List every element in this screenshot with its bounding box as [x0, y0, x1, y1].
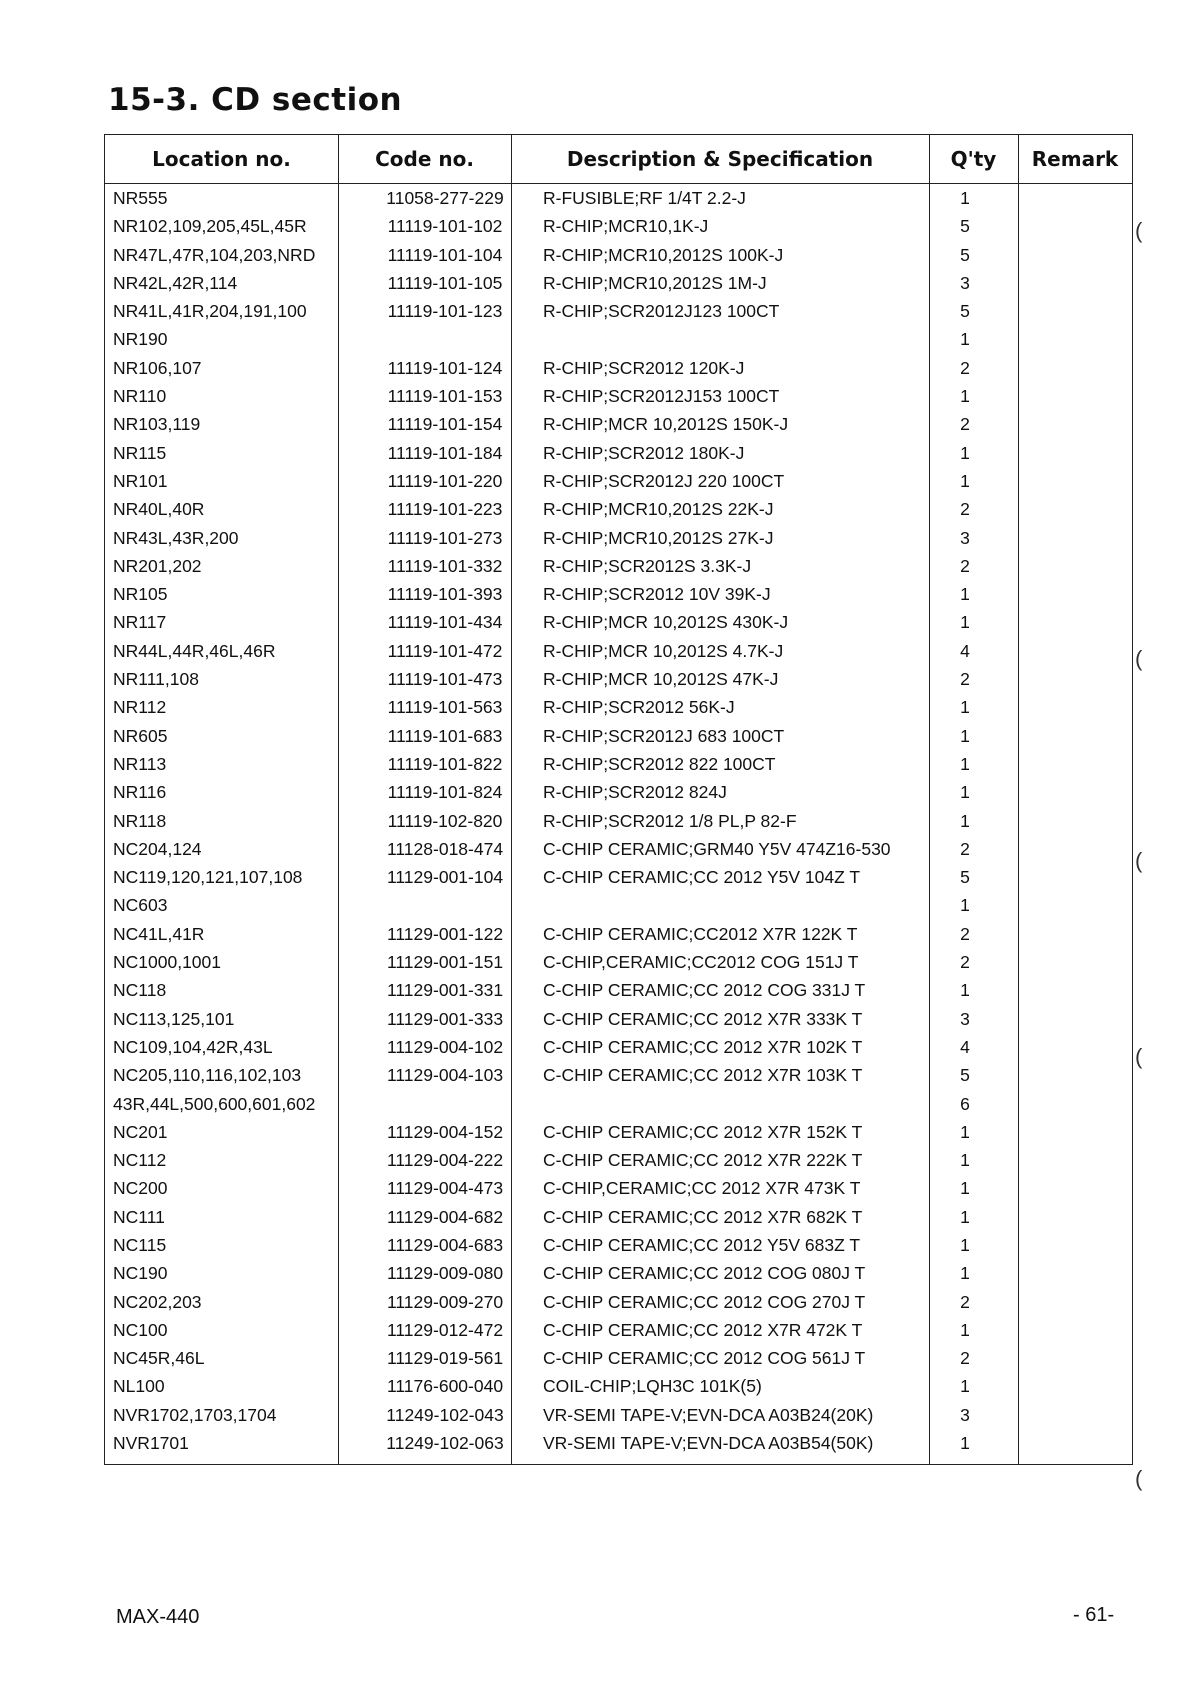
code-cell: 11128-018-474 — [386, 838, 504, 859]
table-row — [105, 410, 1132, 438]
description-cell: R-CHIP;SCR2012 822 100CT — [543, 753, 776, 774]
table-row — [105, 1005, 1132, 1033]
description-cell: C-CHIP CERAMIC;CC2012 X7R 122K T — [543, 923, 858, 944]
table-row — [105, 1174, 1132, 1202]
description-cell: C-CHIP CERAMIC;CC 2012 X7R 222K T — [543, 1150, 863, 1171]
code-cell: 11119-101-273 — [387, 527, 503, 548]
description-cell: R-CHIP;MCR 10,2012S 430K-J — [543, 612, 789, 633]
description-cell: C-CHIP CERAMIC;CC 2012 Y5V 683Z T — [543, 1234, 861, 1255]
description-cell: C-CHIP CERAMIC;CC 2012 COG 270J T — [543, 1291, 866, 1312]
qty-cell: 1 — [960, 753, 970, 774]
table-row — [105, 976, 1132, 1004]
location-cell: NC113,125,101 — [113, 1008, 235, 1029]
code-cell: 11129-004-473 — [386, 1178, 504, 1199]
table-row — [105, 835, 1132, 863]
qty-cell: 1 — [960, 1376, 970, 1397]
qty-cell: 4 — [960, 1036, 970, 1057]
description-cell: C-CHIP,CERAMIC;CC 2012 X7R 473K T — [543, 1178, 861, 1199]
table-row — [105, 1061, 1132, 1089]
description-cell: C-CHIP CERAMIC;CC 2012 COG 561J T — [543, 1348, 866, 1369]
qty-cell: 1 — [960, 442, 970, 463]
table-header — [105, 135, 1132, 184]
qty-cell: 1 — [960, 1263, 970, 1284]
code-cell: 11119-101-154 — [387, 414, 503, 435]
qty-cell: 4 — [960, 640, 970, 661]
code-cell: 11119-101-184 — [387, 442, 503, 463]
binding-mark: ( — [1135, 1466, 1143, 1491]
table-row — [105, 637, 1132, 665]
code-cell: 11129-001-333 — [386, 1008, 504, 1029]
table-row — [105, 750, 1132, 778]
code-cell: 11119-101-563 — [387, 697, 503, 718]
location-cell: NR47L,47R,104,203,NRD — [113, 244, 316, 265]
code-cell: 11119-101-102 — [387, 216, 503, 237]
description-cell: R-CHIP;SCR2012 120K-J — [543, 357, 745, 378]
location-cell: NR555 — [113, 188, 168, 208]
description-cell: R-CHIP;MCR10,2012S 100K-J — [543, 244, 784, 265]
description-cell: C-CHIP CERAMIC;CC 2012 Y5V 104Z T — [543, 867, 861, 888]
code-cell: 11119-101-683 — [387, 725, 503, 746]
location-cell: NVR1702,1703,1704 — [113, 1404, 277, 1425]
qty-cell: 3 — [960, 1404, 970, 1425]
code-cell: 11119-101-223 — [387, 499, 503, 520]
description-cell: VR-SEMI TAPE-V;EVN-DCA A03B24(20K) — [543, 1404, 874, 1425]
binding-mark: ( — [1135, 848, 1143, 873]
location-cell: NR106,107 — [113, 357, 202, 378]
location-cell: NR605 — [113, 725, 168, 746]
description-cell: R-CHIP;MCR 10,2012S 150K-J — [543, 414, 789, 435]
table-row — [105, 1288, 1132, 1316]
table-row — [105, 863, 1132, 891]
qty-cell: 2 — [960, 669, 970, 690]
header-location: Location no. — [152, 147, 291, 171]
description-cell: R-CHIP;MCR 10,2012S 47K-J — [543, 669, 779, 690]
location-cell: NC111 — [113, 1206, 165, 1227]
qty-cell: 2 — [960, 1348, 970, 1369]
table-row — [105, 1090, 1132, 1118]
footer-page-number: - 61- — [1073, 1604, 1115, 1626]
code-cell: 11129-001-104 — [386, 867, 504, 888]
table-row — [105, 1259, 1132, 1287]
code-cell: 11129-004-683 — [386, 1234, 504, 1255]
location-cell: NR102,109,205,45L,45R — [113, 216, 307, 237]
location-cell: NR116 — [113, 782, 167, 803]
qty-cell: 2 — [960, 414, 970, 435]
table-body — [105, 184, 1132, 1457]
description-cell: C-CHIP CERAMIC;CC 2012 X7R 472K T — [543, 1319, 863, 1340]
table-row — [105, 382, 1132, 410]
qty-cell: 1 — [960, 612, 970, 633]
location-cell: NR41L,41R,204,191,100 — [113, 301, 307, 322]
table-row — [105, 608, 1132, 636]
code-cell: 11119-101-220 — [387, 470, 503, 491]
location-cell: NC118 — [113, 980, 167, 1001]
qty-cell: 2 — [960, 1291, 970, 1312]
table-row — [105, 1429, 1132, 1457]
code-cell: 11129-009-080 — [386, 1263, 504, 1284]
location-cell: NC603 — [113, 895, 168, 916]
qty-cell: 1 — [960, 1121, 970, 1142]
table-row — [105, 552, 1132, 580]
code-cell: 11119-101-153 — [387, 386, 503, 407]
location-cell: NR115 — [113, 442, 167, 463]
qty-cell: 5 — [960, 216, 970, 237]
table-row — [105, 920, 1132, 948]
description-cell: R-CHIP;MCR 10,2012S 4.7K-J — [543, 640, 784, 661]
qty-cell: 1 — [960, 895, 970, 916]
description-cell: R-CHIP;MCR10,1K-J — [543, 216, 709, 237]
code-cell: 11119-101-434 — [387, 612, 503, 633]
code-cell: 11129-004-222 — [386, 1150, 504, 1171]
code-cell: 11119-101-123 — [387, 301, 503, 322]
description-cell: R-CHIP;MCR10,2012S 1M-J — [543, 272, 767, 293]
qty-cell: 1 — [960, 470, 970, 491]
qty-cell: 1 — [960, 1206, 970, 1227]
qty-cell: 2 — [960, 838, 970, 859]
binding-mark: ( — [1135, 1044, 1143, 1069]
location-cell: NR105 — [113, 584, 168, 605]
location-cell: NR112 — [113, 697, 167, 718]
table-row — [105, 325, 1132, 353]
location-cell: NC119,120,121,107,108 — [113, 867, 303, 888]
description-cell: R-CHIP;SCR2012 10V 39K-J — [543, 584, 771, 605]
location-cell: NC1000,1001 — [113, 952, 221, 973]
header-code: Code no. — [375, 147, 474, 171]
location-cell: NC201 — [113, 1121, 168, 1142]
table-row — [105, 1316, 1132, 1344]
description-cell: R-CHIP;SCR2012J 220 100CT — [543, 470, 785, 491]
description-cell: R-CHIP;SCR2012J 683 100CT — [543, 725, 785, 746]
code-cell: 11129-001-151 — [386, 952, 504, 973]
table-row — [105, 948, 1132, 976]
description-cell: R-CHIP;SCR2012 1/8 PL,P 82-F — [543, 810, 797, 831]
table-row — [105, 665, 1132, 693]
location-cell: NR111,108 — [113, 669, 199, 690]
location-cell: NL100 — [113, 1376, 165, 1397]
table-row — [105, 297, 1132, 325]
code-cell: 11119-102-820 — [387, 810, 503, 831]
description-cell: R-CHIP;SCR2012J123 100CT — [543, 301, 780, 322]
code-cell: 11119-101-393 — [387, 584, 503, 605]
table-row — [105, 1372, 1132, 1400]
qty-cell: 5 — [960, 301, 970, 322]
code-cell: 11249-102-043 — [386, 1404, 504, 1425]
description-cell: R-CHIP;SCR2012J153 100CT — [543, 386, 780, 407]
qty-cell: 1 — [960, 1433, 970, 1454]
qty-cell: 3 — [960, 272, 970, 293]
location-cell: NC109,104,42R,43L — [113, 1036, 273, 1057]
table-row — [105, 1203, 1132, 1231]
location-cell: NR113 — [113, 753, 167, 774]
qty-cell: 2 — [960, 952, 970, 973]
location-cell: NR40L,40R — [113, 499, 205, 520]
location-cell: NR117 — [113, 612, 167, 633]
table-row — [105, 467, 1132, 495]
qty-cell: 1 — [960, 1178, 970, 1199]
location-cell: NC200 — [113, 1178, 168, 1199]
table-row — [105, 1033, 1132, 1061]
location-cell: NR42L,42R,114 — [113, 272, 238, 293]
code-cell: 11119-101-104 — [387, 244, 503, 265]
table-row — [105, 693, 1132, 721]
table-row — [105, 1118, 1132, 1146]
qty-cell: 2 — [960, 499, 970, 520]
qty-cell: 6 — [960, 1093, 970, 1114]
table-row — [105, 354, 1132, 382]
code-cell: 11176-600-040 — [386, 1376, 504, 1397]
location-cell: NVR1701 — [113, 1433, 189, 1454]
location-cell: NC205,110,116,102,103 — [113, 1065, 302, 1086]
binding-mark: ( — [1135, 646, 1143, 671]
code-cell: 11129-004-103 — [386, 1065, 504, 1086]
code-cell: 11129-019-561 — [386, 1348, 504, 1369]
description-cell: C-CHIP,CERAMIC;CC2012 COG 151J T — [543, 952, 859, 973]
table-row — [105, 1401, 1132, 1429]
footer-model: MAX-440 — [116, 1606, 200, 1628]
qty-cell: 1 — [960, 386, 970, 407]
location-cell: NR190 — [113, 329, 168, 350]
description-cell: C-CHIP CERAMIC;CC 2012 X7R 682K T — [543, 1206, 863, 1227]
location-cell: NR43L,43R,200 — [113, 527, 239, 548]
section-title: 15-3. CD section — [108, 82, 403, 118]
code-cell: 11119-101-124 — [387, 357, 503, 378]
code-cell: 11119-101-332 — [387, 555, 503, 576]
header-description: Description & Specification — [566, 147, 874, 171]
location-cell: 43R,44L,500,600,601,602 — [113, 1093, 316, 1114]
location-cell: NR101 — [113, 470, 168, 491]
location-cell: NC41L,41R — [113, 923, 205, 944]
code-cell: 11129-001-122 — [386, 923, 504, 944]
description-cell: C-CHIP CERAMIC;CC 2012 X7R 152K T — [543, 1121, 863, 1142]
table-row — [105, 722, 1132, 750]
location-cell: NR44L,44R,46L,46R — [113, 640, 276, 661]
description-cell: COIL-CHIP;LQH3C 101K(5) — [543, 1376, 762, 1397]
code-cell: 11119-101-824 — [387, 782, 503, 803]
table-row — [105, 439, 1132, 467]
description-cell: R-CHIP;SCR2012 824J — [543, 782, 727, 803]
location-cell: NC204,124 — [113, 838, 202, 859]
code-cell: 11119-101-473 — [387, 669, 503, 690]
description-cell: R-CHIP;MCR10,2012S 27K-J — [543, 527, 774, 548]
description-cell: R-FUSIBLE;RF 1/4T 2.2-J — [543, 188, 746, 208]
qty-cell: 2 — [960, 357, 970, 378]
parts-table — [104, 134, 1133, 1465]
description-cell: VR-SEMI TAPE-V;EVN-DCA A03B54(50K) — [543, 1433, 874, 1454]
qty-cell: 3 — [960, 527, 970, 548]
code-cell: 11129-004-682 — [386, 1206, 504, 1227]
location-cell: NR103,119 — [113, 414, 201, 435]
table-row — [105, 1146, 1132, 1174]
description-cell: C-CHIP CERAMIC;CC 2012 COG 331J T — [543, 980, 866, 1001]
table-row — [105, 891, 1132, 919]
qty-cell: 5 — [960, 1065, 970, 1086]
location-cell: NC100 — [113, 1319, 168, 1340]
code-cell: 11249-102-063 — [386, 1433, 504, 1454]
description-cell: C-CHIP CERAMIC;CC 2012 COG 080J T — [543, 1263, 866, 1284]
qty-cell: 1 — [960, 1234, 970, 1255]
code-cell: 11129-009-270 — [386, 1291, 504, 1312]
description-cell: R-CHIP;SCR2012 56K-J — [543, 697, 735, 718]
qty-cell: 3 — [960, 1008, 970, 1029]
description-cell: R-CHIP;SCR2012S 3.3K-J — [543, 555, 752, 576]
table-row — [105, 212, 1132, 240]
table-row — [105, 524, 1132, 552]
code-cell: 11119-101-105 — [387, 272, 503, 293]
location-cell: NC112 — [113, 1150, 167, 1171]
description-cell: C-CHIP CERAMIC;CC 2012 X7R 103K T — [543, 1065, 863, 1086]
description-cell: C-CHIP CERAMIC;CC 2012 X7R 333K T — [543, 1008, 863, 1029]
code-cell: 11129-001-331 — [386, 980, 504, 1001]
qty-cell: 1 — [960, 1319, 970, 1340]
qty-cell: 1 — [960, 697, 970, 718]
table-row — [105, 184, 1132, 212]
qty-cell: 2 — [960, 923, 970, 944]
description-cell: C-CHIP CERAMIC;CC 2012 X7R 102K T — [543, 1036, 863, 1057]
location-cell: NC202,203 — [113, 1291, 202, 1312]
code-cell: 11129-004-152 — [386, 1121, 504, 1142]
description-cell: C-CHIP CERAMIC;GRM40 Y5V 474Z16-530 — [543, 838, 891, 859]
code-cell: 11119-101-822 — [387, 753, 503, 774]
qty-cell: 1 — [960, 584, 970, 605]
qty-cell: 1 — [960, 810, 970, 831]
qty-cell: 1 — [960, 1150, 970, 1171]
table-row — [105, 580, 1132, 608]
code-cell: 11129-012-472 — [386, 1319, 504, 1340]
qty-cell: 5 — [960, 867, 970, 888]
location-cell: NC115 — [113, 1234, 167, 1255]
table-row — [105, 778, 1132, 806]
code-cell: 11119-101-472 — [387, 640, 503, 661]
table-row — [105, 807, 1132, 835]
location-cell: NR201,202 — [113, 555, 202, 576]
qty-cell: 1 — [960, 782, 970, 803]
location-cell: NC45R,46L — [113, 1348, 205, 1369]
table-row — [105, 1231, 1132, 1259]
qty-cell: 2 — [960, 555, 970, 576]
header-qty: Q'ty — [950, 147, 997, 171]
description-cell: R-CHIP;MCR10,2012S 22K-J — [543, 499, 774, 520]
qty-cell: 1 — [960, 725, 970, 746]
qty-cell: 1 — [960, 980, 970, 1001]
location-cell: NR118 — [113, 810, 167, 831]
qty-cell: 5 — [960, 244, 970, 265]
table-row — [105, 241, 1132, 269]
description-cell: R-CHIP;SCR2012 180K-J — [543, 442, 745, 463]
qty-cell: 1 — [960, 188, 970, 208]
header-remark: Remark — [1031, 147, 1119, 171]
location-cell: NR110 — [113, 386, 167, 407]
table-row — [105, 495, 1132, 523]
code-cell: 11058-277-229 — [386, 188, 504, 208]
code-cell: 11129-004-102 — [386, 1036, 504, 1057]
binding-mark: ( — [1135, 218, 1143, 243]
table-row — [105, 269, 1132, 297]
location-cell: NC190 — [113, 1263, 168, 1284]
qty-cell: 1 — [960, 329, 970, 350]
table-row — [105, 1344, 1132, 1372]
